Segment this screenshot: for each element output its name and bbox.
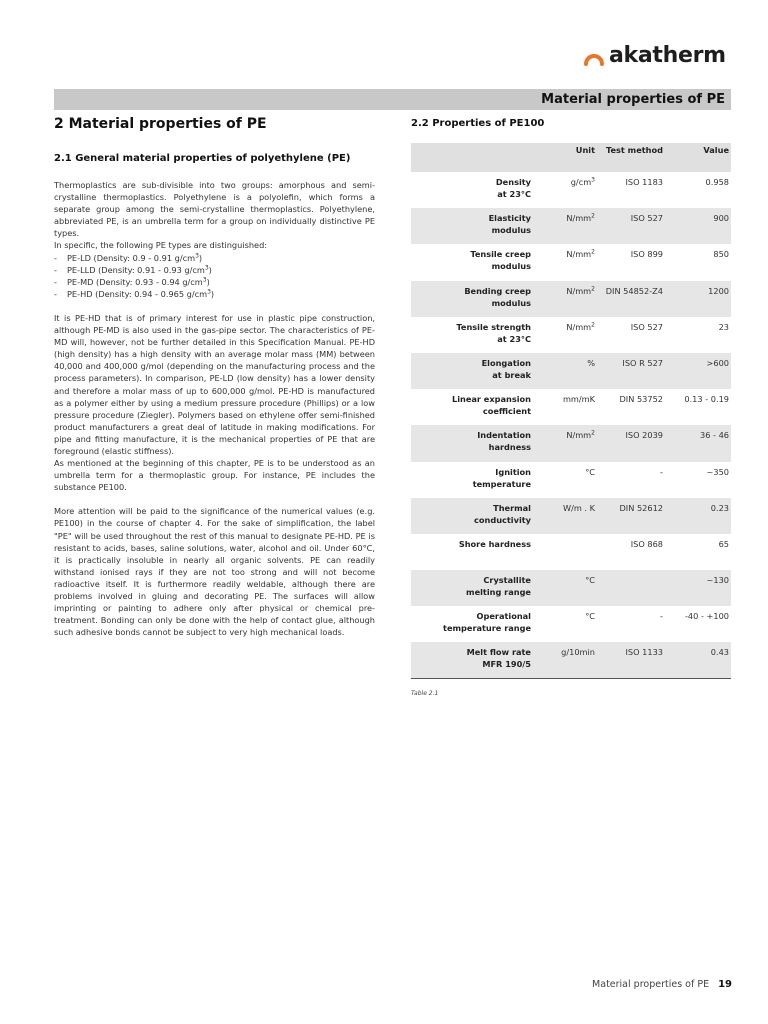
cell-unit: mm/mK [562, 394, 595, 405]
cell-value: 900 [663, 208, 731, 244]
cell-value: 0.13 - 0.19 [684, 394, 729, 405]
running-header-bar [54, 89, 731, 110]
column-header-property [411, 143, 531, 172]
cell-value: 0.43 [663, 642, 731, 678]
cell-test-method: DIN 54852-Z4 [595, 281, 663, 317]
brand-name: akatherm [609, 43, 726, 68]
cell-unit [531, 534, 595, 570]
cell-unit: $g/cm^3$ [570, 176, 595, 187]
cell-property: Thermal conductivity [411, 498, 531, 534]
table-caption: Table 2.1 [411, 690, 439, 697]
chapter-title: 2 Material properties of PE [54, 116, 267, 132]
cell-property: Indentation hardness [411, 425, 531, 461]
cell-value: ~130 [663, 570, 731, 606]
table-row [411, 498, 731, 534]
table-row [411, 317, 731, 353]
cell-property: Elasticity modulus [411, 208, 531, 244]
table-row [411, 570, 731, 606]
paragraph-umbrella: As mentioned at the beginning of this chapter, PE is to be understood as an umbrella term for a thermoplastic group. For instance, PE includes the substance PE100. [54, 458, 375, 493]
table-row [411, 172, 731, 208]
cell-test-method: ISO 899 [630, 249, 663, 260]
running-title: Material properties of PE [541, 92, 725, 107]
cell-test-method: - [660, 466, 663, 477]
pe-types-list [54, 252, 375, 300]
cell-property: Crystallite melting range [411, 570, 531, 606]
table-row [411, 642, 731, 678]
table-row [411, 208, 731, 244]
cell-unit: $N/mm^2$ [566, 321, 595, 332]
table-row [411, 425, 731, 461]
cell-property: Linear expansion coefficient [451, 394, 531, 417]
cell-test-method: ISO 1133 [595, 642, 663, 678]
cell-value: 36 - 46 [663, 425, 731, 461]
cell-test-method: DIN 53752 [619, 394, 663, 405]
table-row [411, 244, 731, 280]
cell-unit: W/m . K [531, 498, 595, 534]
list-item: - PE-HD (Density: 0.94 - 0.965 $g/cm^3$) [54, 288, 215, 299]
table-header-row [411, 143, 731, 172]
column-header-test-method: Test method [595, 143, 663, 172]
table-row [411, 462, 731, 498]
akatherm-logo [583, 43, 726, 69]
cell-test-method: DIN 52612 [595, 498, 663, 534]
cell-test-method: ISO 527 [630, 321, 663, 332]
cell-property: Bending creep modulus [411, 281, 531, 317]
cell-unit: g/10min [531, 642, 595, 678]
cell-test-method: ISO 527 [595, 208, 663, 244]
list-item: - PE-LD (Density: 0.9 - 0.91 $g/cm^3$) [54, 251, 203, 263]
cell-unit: $N/mm^2$ [531, 425, 595, 461]
cell-property: Elongation at break [411, 353, 531, 389]
cell-unit: $N/mm^2$ [531, 281, 595, 317]
section-title: 2.1 General material properties of polyethylene (PE) [54, 153, 351, 164]
cell-property: Density at 23°C [495, 177, 531, 199]
cell-value: ~350 [706, 466, 729, 477]
table-row [411, 281, 731, 317]
list-item: - PE-LLD (Density: 0.91 - 0.93 $g/cm^3$) [54, 263, 212, 275]
cell-property: Operational temperature range [443, 611, 531, 634]
cell-property: Tensile creep modulus [470, 249, 531, 272]
cell-value: 850 [713, 249, 729, 260]
cell-property: Melt flow rate MFR 190/5 [411, 642, 531, 678]
cell-test-method [595, 570, 663, 606]
paragraph-types-intro: In specific, the following PE types are distinguished: [54, 240, 268, 251]
column-header-unit: Unit [531, 143, 595, 172]
cell-value: 0.958 [705, 177, 729, 187]
table-row [411, 353, 731, 389]
akatherm-logo-icon [583, 45, 605, 67]
body-text [54, 179, 375, 638]
cell-unit: % [531, 353, 595, 389]
cell-unit: °C [585, 466, 595, 477]
cell-value: 0.23 [663, 498, 731, 534]
cell-unit: °C [585, 611, 595, 622]
cell-test-method: ISO 868 [630, 538, 663, 549]
table-section-title: 2.2 Properties of PE100 [411, 118, 545, 129]
properties-table [411, 143, 731, 679]
paragraph-resistance: More attention will be paid to the significance of the numerical values (e.g. PE100) in the course of chapter 4. For the sake of simplification, the label "PE" will be used throughout the rest of this manual to designate PE-HD. PE is resistant to acids, bases, saline solutions, water, alcohol and oil. Under 60°C, it is practically insoluble in nearly all organic solvents. PE can readily withstand ionised rays if they are not too strong and will not become radioactive itself. It is furthermore readily weldable, although there are problems involved in gluing and decorating PE. The surfaces will allow imprinting or painting to adhere only after physical or chemical pre-treatment. Bonding can only be done with the help of contact glue, although such adhesive bonds cannot be subject to very high mechanical loads. [54, 506, 375, 638]
cell-test-method: - [660, 611, 663, 622]
column-header-value: Value [663, 143, 731, 172]
cell-value: 1200 [663, 281, 731, 317]
table-row [411, 534, 731, 570]
cell-unit: $N/mm^2$ [566, 248, 595, 260]
cell-unit: °C [531, 570, 595, 606]
cell-test-method: ISO 1183 [625, 177, 663, 187]
cell-property: Shore hardness [458, 538, 531, 549]
cell-test-method: ISO R 527 [595, 353, 663, 389]
table-row [411, 389, 731, 425]
cell-value: >600 [663, 353, 731, 389]
cell-property: Ignition temperature [472, 466, 531, 489]
cell-value: 65 [718, 538, 729, 549]
cell-property: Tensile strength at 23°C [456, 321, 531, 344]
paragraph-pe-hd: It is PE-HD that is of primary interest for use in plastic pipe construction, although PE-MD is also used in the gas-pipe sector. The characteristics of PE-MD will, however, not be further detailed in this Specification Manual. PE-HD (high density) has a high density with an average molar mass (MM) between 40,000 and 400,000 g/mol (depending on the manufacturing process and the process parameters). In comparison, PE-LD (low density) has a lower density and therefore a molar mass of up to 600,000 g/mol. PE-HD is manufactured as a polymer either by using a medium pressure procedure (Phillips) or a low pressure procedure (Ziegler). Polymers based on ethylene offer semi-finished product manufacturers a great deal of latitude in making modifications. For pipe and fitting manufacture, it is the mechanical properties of PE that are foreground (elastic stiffness). [54, 312, 375, 456]
cell-test-method: ISO 2039 [595, 425, 663, 461]
page-number: 19 [718, 979, 732, 990]
list-item: - PE-MD (Density: 0.93 - 0.94 $g/cm^3$) [54, 276, 210, 287]
cell-value: 23 [718, 321, 729, 332]
footer-label: Material properties of PE [592, 979, 710, 990]
cell-value: -40 - +100 [684, 611, 729, 622]
page-footer [592, 979, 732, 990]
table-row [411, 606, 731, 642]
paragraph-intro: Thermoplastics are sub-divisible into two groups: amorphous and semi-crystalline thermoplastics. Polyethylene is a polyolefin, which forms a separate group among the semi-crystalline thermoplastics. Polyethylene, abbreviated PE, is an umbrella term for a group on individually distinctive PE types. [54, 180, 375, 239]
cell-unit: $N/mm^2$ [531, 208, 595, 244]
